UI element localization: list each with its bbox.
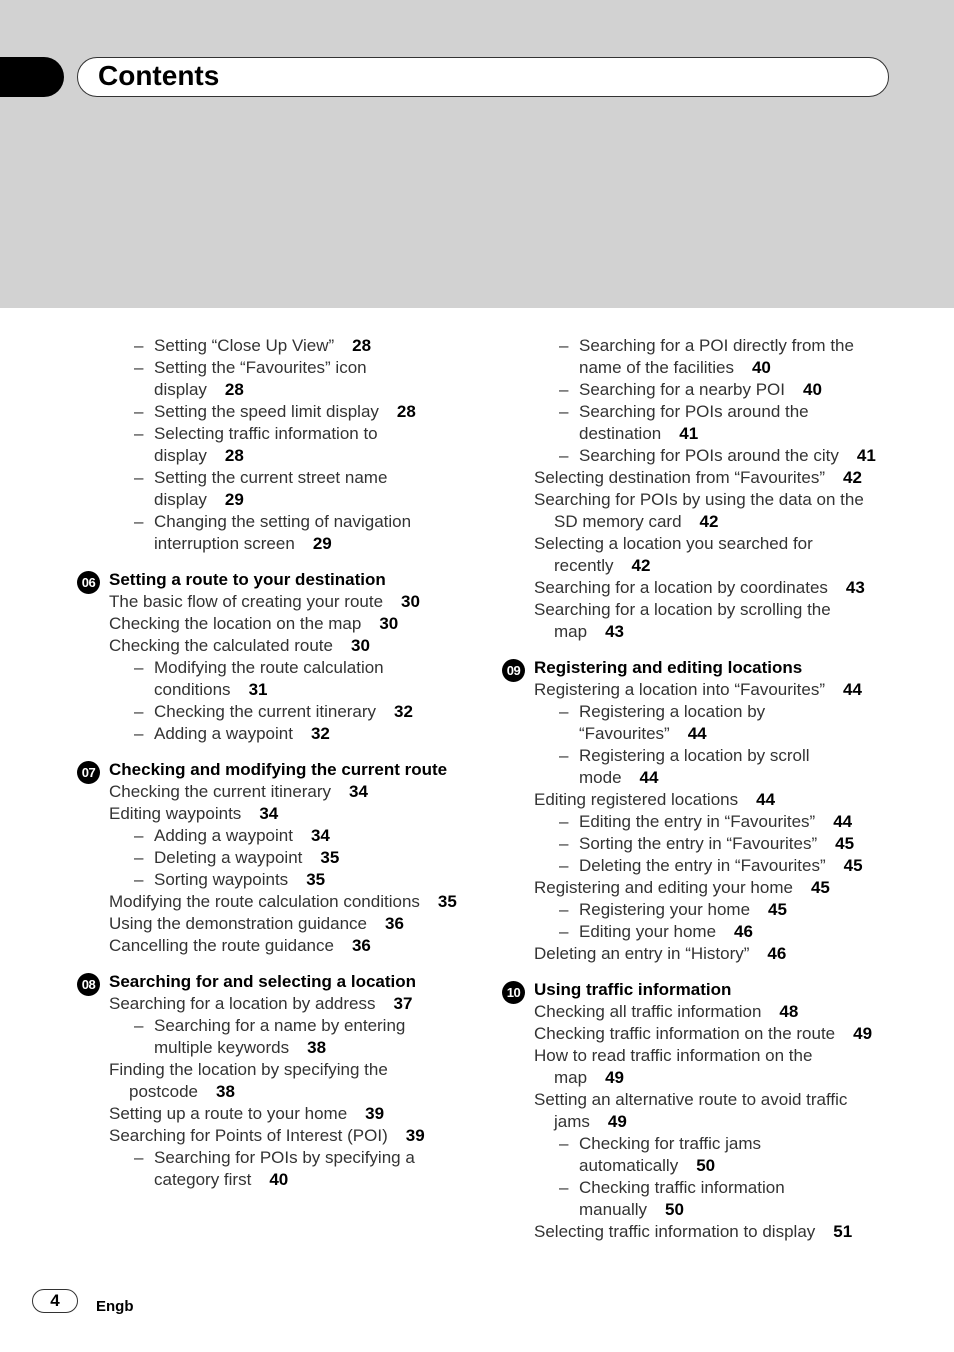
section-tab <box>0 57 64 97</box>
toc-entry[interactable]: – Deleting the entry in “Favourites” 45 <box>559 856 863 875</box>
toc-entry[interactable]: Deleting an entry in “History” 46 <box>534 944 787 963</box>
right-column <box>502 335 882 1257</box>
toc-entry[interactable]: Searching for POIs by using the data on the SD memory card 42 <box>534 490 864 531</box>
toc-entry[interactable]: Setting an alternative route to avoid traffic jams 49 <box>534 1090 848 1131</box>
chapter-08 <box>77 971 457 1191</box>
toc-entry[interactable]: Checking the calculated route 30 <box>109 636 370 655</box>
toc-entry[interactable]: Finding the location by specifying the postcode 38 <box>109 1060 388 1101</box>
toc-entry[interactable]: Modifying the route calculation conditions 35 <box>109 892 457 911</box>
chapter-title[interactable]: Using traffic information <box>534 980 732 999</box>
chapter-number-badge: 06 <box>77 571 100 594</box>
toc-entry[interactable]: Checking the current itinerary 34 <box>109 782 368 801</box>
toc-entry[interactable]: – Searching for POIs by specifying a category first 40 <box>134 1148 415 1189</box>
toc-entry[interactable]: – Sorting waypoints 35 <box>134 870 326 889</box>
toc-entry[interactable]: – Searching for a nearby POI 40 <box>559 380 822 399</box>
chapter-number-badge: 09 <box>502 659 525 682</box>
continued-entries-right <box>502 335 882 643</box>
toc-entry[interactable]: Registering and editing your home 45 <box>534 878 830 897</box>
language-code: Engb <box>96 1298 134 1315</box>
chapter-07 <box>77 759 457 957</box>
toc-entry[interactable]: Setting up a route to your home 39 <box>109 1104 385 1123</box>
page-number: 4 <box>32 1289 78 1313</box>
toc-entry[interactable]: Searching for a location by coordinates 43 <box>534 578 865 597</box>
chapter-title[interactable]: Checking and modifying the current route <box>109 760 448 779</box>
toc-entry[interactable]: – Changing the setting of navigation interruption screen 29 <box>134 512 412 553</box>
toc-entry[interactable]: – Deleting a waypoint 35 <box>134 848 340 867</box>
left-column <box>77 335 457 1205</box>
chapter-09 <box>502 657 882 965</box>
toc-entry[interactable]: Checking traffic information on the route 49 <box>534 1024 873 1043</box>
toc-entry[interactable]: – Searching for POIs around the city 41 <box>559 446 876 465</box>
chapter-title[interactable]: Searching for and selecting a location <box>109 972 417 991</box>
toc-entry[interactable]: Searching for Points of Interest (POI) 39 <box>109 1126 425 1145</box>
header-band <box>0 0 954 308</box>
toc-entry[interactable]: – Checking the current itinerary 32 <box>134 702 413 721</box>
toc-entry[interactable]: Selecting a location you searched for recently 42 <box>534 534 813 575</box>
chapter-number-badge: 08 <box>77 973 100 996</box>
toc-entry[interactable]: – Sorting the entry in “Favourites” 45 <box>559 834 855 853</box>
toc-entry[interactable]: – Modifying the route calculation conditions 31 <box>134 658 384 699</box>
toc-entry[interactable]: Searching for a location by scrolling the map 43 <box>534 600 831 641</box>
toc-entry[interactable]: Registering a location into “Favourites” 44 <box>534 680 862 699</box>
toc-entry[interactable]: Selecting traffic information to display 51 <box>534 1222 853 1241</box>
title-bar <box>77 57 889 97</box>
toc-entry[interactable]: – Editing your home 46 <box>559 922 753 941</box>
toc-entry[interactable]: – Setting the current street name display 29 <box>134 468 388 509</box>
toc-entry[interactable]: Editing waypoints 34 <box>109 804 279 823</box>
toc-entry[interactable]: – Searching for a POI directly from the name of the facilities 40 <box>559 336 854 377</box>
toc-entry[interactable]: – Editing the entry in “Favourites” 44 <box>559 812 853 831</box>
chapter-number-badge: 10 <box>502 981 525 1004</box>
toc-entry[interactable]: Searching for a location by address 37 <box>109 994 413 1013</box>
toc-entry[interactable]: Selecting destination from “Favourites” 42 <box>534 468 862 487</box>
chapter-title[interactable]: Registering and editing locations <box>534 658 803 677</box>
page-title: Contents <box>98 60 220 91</box>
toc-entry[interactable]: Cancelling the route guidance 36 <box>109 936 371 955</box>
toc-entry[interactable]: Checking all traffic information 48 <box>534 1002 799 1021</box>
toc-entry[interactable]: – Checking traffic information manually 50 <box>559 1178 785 1219</box>
chapter-06 <box>77 569 457 745</box>
chapter-title[interactable]: Setting a route to your destination <box>109 570 386 589</box>
toc-entry[interactable]: – Adding a waypoint 34 <box>134 826 330 845</box>
toc-entry[interactable]: – Registering a location by “Favourites” 44 <box>559 702 766 743</box>
toc-entry[interactable]: – Searching for a name by entering multiple keywords 38 <box>134 1016 406 1057</box>
toc-entry[interactable]: – Checking for traffic jams automatically 50 <box>559 1134 762 1175</box>
toc-entry[interactable]: – Registering your home 45 <box>559 900 787 919</box>
toc-entry[interactable]: – Registering a location by scroll mode 44 <box>559 746 810 787</box>
toc-entry[interactable]: How to read traffic information on the map 49 <box>534 1046 813 1087</box>
toc-entry[interactable]: – Setting “Close Up View” 28 <box>134 336 372 355</box>
chapter-10 <box>502 979 882 1243</box>
toc-entry[interactable]: – Setting the speed limit display 28 <box>134 402 416 421</box>
toc-entry[interactable]: – Adding a waypoint 32 <box>134 724 330 743</box>
toc-entry[interactable]: – Searching for POIs around the destination 41 <box>559 402 809 443</box>
toc-entry[interactable]: Using the demonstration guidance 36 <box>109 914 404 933</box>
toc-entry[interactable]: – Selecting traffic information to display 28 <box>134 424 378 465</box>
toc-entry[interactable]: Editing registered locations 44 <box>534 790 776 809</box>
toc-entry[interactable]: The basic flow of creating your route 30 <box>109 592 420 611</box>
continued-entries-left <box>77 335 457 555</box>
toc-entry[interactable]: – Setting the “Favourites” icon display 28 <box>134 358 367 399</box>
chapter-number-badge: 07 <box>77 761 100 784</box>
toc-entry[interactable]: Checking the location on the map 30 <box>109 614 399 633</box>
